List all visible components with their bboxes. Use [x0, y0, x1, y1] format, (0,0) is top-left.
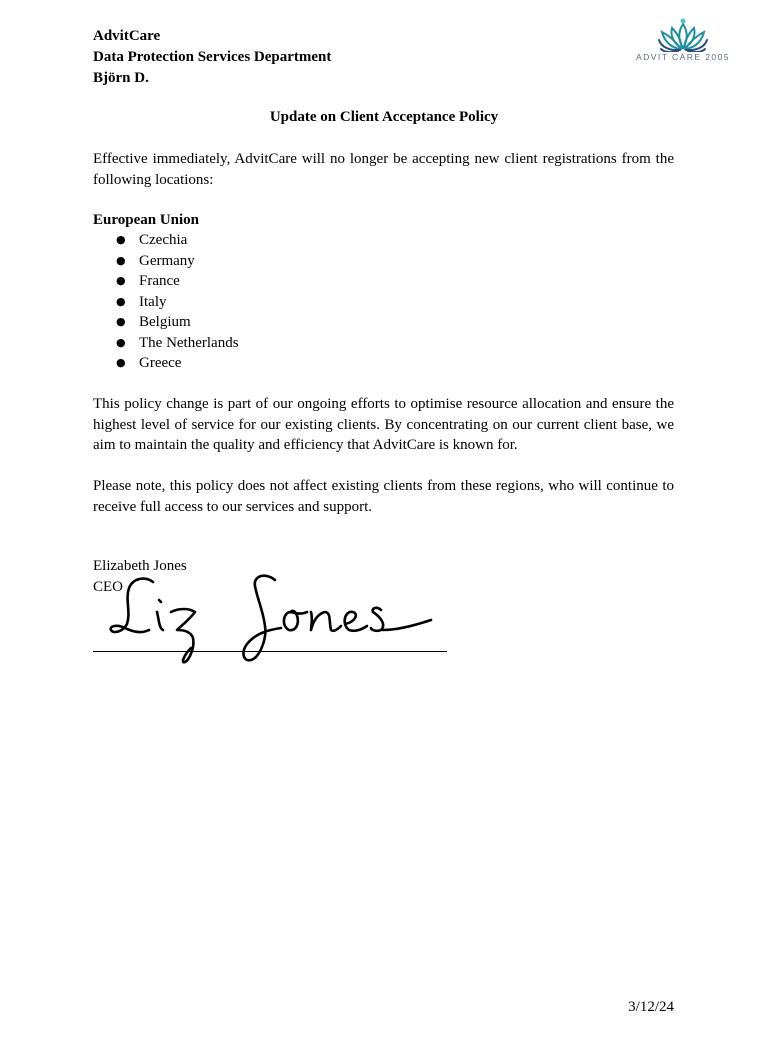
bullet-icon: ●	[116, 274, 126, 287]
region-heading: European Union	[93, 212, 200, 228]
country-name: Italy	[139, 293, 167, 310]
company-logo	[628, 18, 738, 66]
bullet-icon: ●	[116, 253, 126, 267]
country-name: France	[139, 273, 180, 289]
logo-text: ADVIT CARE 2005	[636, 52, 730, 62]
handwritten-signature	[105, 568, 450, 668]
note-paragraph: Please note, this policy does not affect existing clients from these regions, who will continue to receive full access to our services and support.	[93, 478, 674, 515]
country-name: The Netherlands	[139, 334, 239, 351]
policy-paragraph: This policy change is part of our ongoing efforts to optimise resource allocation and ensure the highest level of service for our existing clients. By concentrating on our current client base, we aim to maintain the quality and efficiency that AdvitCare is known for.	[93, 396, 674, 453]
signer-name: Elizabeth Jones	[93, 558, 187, 574]
intro-paragraph: Effective immediately, AdvitCare will no longer be accepting new client registrations from the following locations:	[93, 151, 674, 188]
author-name: Björn D.	[93, 70, 149, 86]
company-name: AdvitCare	[93, 28, 161, 44]
country-name: Greece	[139, 355, 182, 371]
country-name: Czechia	[139, 232, 188, 248]
country-list	[93, 230, 239, 374]
country-name: Belgium	[139, 314, 191, 330]
list-item	[93, 230, 239, 251]
list-item	[93, 312, 239, 333]
bullet-icon: ●	[116, 356, 126, 369]
signature-line	[93, 651, 447, 652]
list-item	[93, 292, 239, 313]
list-item	[93, 251, 239, 272]
signer-role: CEO	[93, 579, 123, 595]
bullet-icon: ●	[116, 233, 126, 246]
department-name: Data Protection Services Department	[93, 49, 332, 65]
document-title: Update on Client Acceptance Policy	[269, 109, 499, 125]
list-item	[93, 333, 239, 354]
list-item	[93, 271, 239, 292]
lotus-icon	[628, 18, 738, 52]
bullet-icon: ●	[116, 294, 126, 308]
bullet-icon: ●	[116, 315, 126, 328]
list-item	[93, 353, 239, 374]
letterhead	[93, 26, 331, 89]
document-date: 3/12/24	[628, 999, 674, 1015]
country-name: Germany	[139, 252, 195, 269]
bullet-icon: ●	[116, 335, 126, 349]
